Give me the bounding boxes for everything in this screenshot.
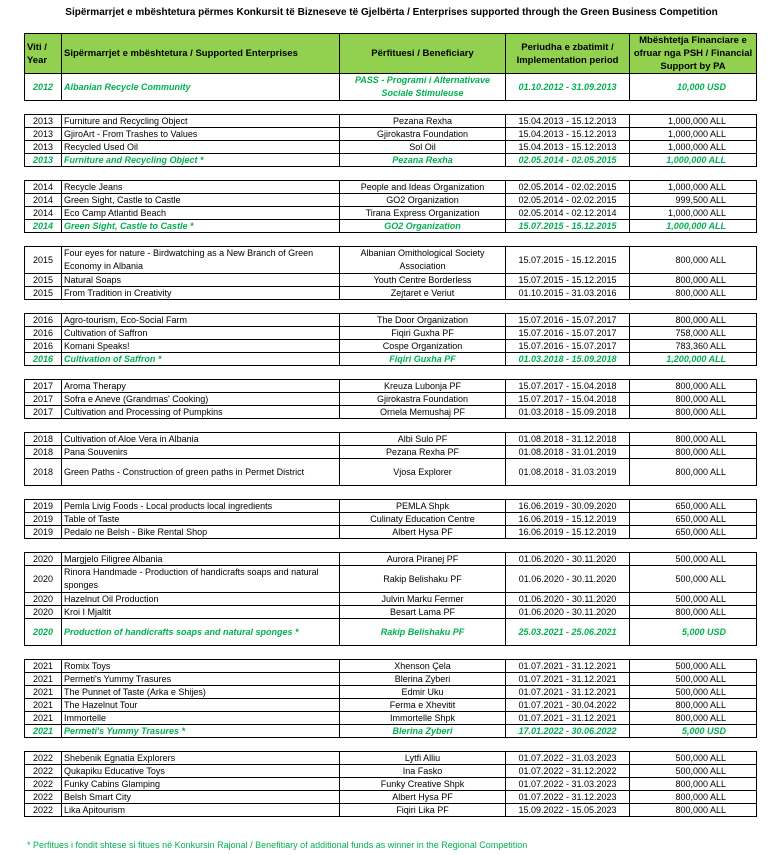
support-cell: 1,000,000 ALL — [630, 141, 757, 154]
spacer-row — [25, 419, 757, 433]
year-cell: 2020 — [25, 619, 62, 646]
enterprise-cell: Margjelo Filigree Albania — [62, 553, 340, 566]
support-cell: 500,000 ALL — [630, 566, 757, 593]
beneficiary-cell: People and Ideas Organization — [340, 181, 506, 194]
beneficiary-cell: Albanian Omithological Society Association — [340, 247, 506, 274]
beneficiary-cell: Aurora Piranej PF — [340, 553, 506, 566]
year-cell: 2013 — [25, 154, 62, 167]
enterprise-cell: Sofra e Aneve (Grandmas' Cooking) — [62, 393, 340, 406]
beneficiary-cell: GO2 Organization — [340, 220, 506, 233]
beneficiary-cell: Besart Lama PF — [340, 606, 506, 619]
table-row — [25, 433, 757, 446]
year-cell: 2016 — [25, 340, 62, 353]
period-cell: 01.08.2018 - 31.12.2018 — [506, 433, 630, 446]
beneficiary-cell: Pezana Rexha — [340, 154, 506, 167]
enterprise-cell: Cultivation of Saffron — [62, 327, 340, 340]
table-body — [25, 74, 757, 817]
table-row — [25, 660, 757, 673]
period-cell: 01.06.2020 - 30.11.2020 — [506, 593, 630, 606]
support-cell: 500,000 ALL — [630, 673, 757, 686]
table-row — [25, 526, 757, 539]
support-cell: 1,000,000 ALL — [630, 220, 757, 233]
support-cell: 800,000 ALL — [630, 699, 757, 712]
table-row — [25, 181, 757, 194]
year-cell: 2021 — [25, 712, 62, 725]
support-cell: 800,000 ALL — [630, 274, 757, 287]
support-cell: 5,000 USD — [630, 619, 757, 646]
header-support: Mbështetja Financiare e ofruar nga PSH / Financial Support by PA — [630, 34, 757, 74]
year-cell: 2019 — [25, 526, 62, 539]
period-cell: 01.07.2022 - 31.12.2023 — [506, 791, 630, 804]
beneficiary-cell: Rakip Belishaku PF — [340, 619, 506, 646]
enterprise-cell: Immortelle — [62, 712, 340, 725]
year-cell: 2018 — [25, 459, 62, 486]
header-enterprise: Sipërmarrjet e mbështetura / Supported Enterprises — [62, 34, 340, 74]
enterprise-cell: Pana Souvenirs — [62, 446, 340, 459]
beneficiary-cell: Ferma e Xhevitit — [340, 699, 506, 712]
beneficiary-cell: Funky Creative Shpk — [340, 778, 506, 791]
table-row — [25, 673, 757, 686]
beneficiary-cell: Vjosa Explorer — [340, 459, 506, 486]
support-cell: 500,000 ALL — [630, 553, 757, 566]
enterprise-cell: Furniture and Recycling Object * — [62, 154, 340, 167]
period-cell: 17.01.2022 - 30.06.2022 — [506, 725, 630, 738]
beneficiary-cell: Immortelle Shpk — [340, 712, 506, 725]
period-cell: 15.07.2016 - 15.07.2017 — [506, 327, 630, 340]
enterprise-cell: Permeti's Yummy Trasures * — [62, 725, 340, 738]
period-cell: 01.07.2022 - 31.03.2023 — [506, 778, 630, 791]
support-cell: 500,000 ALL — [630, 686, 757, 699]
enterprise-cell: Pemla Livig Foods - Local products local ingredients — [62, 500, 340, 513]
beneficiary-cell: Pezana Rexha PF — [340, 446, 506, 459]
beneficiary-cell: Zejtaret e Veriut — [340, 287, 506, 300]
support-cell: 500,000 ALL — [630, 752, 757, 765]
spacer-cell — [25, 646, 757, 660]
support-cell: 800,000 ALL — [630, 606, 757, 619]
enterprise-cell: Furniture and Recycling Object — [62, 115, 340, 128]
period-cell: 02.05.2014 - 02.02.2015 — [506, 194, 630, 207]
regional-winner-row — [25, 220, 757, 233]
year-cell: 2015 — [25, 247, 62, 274]
support-cell: 650,000 ALL — [630, 513, 757, 526]
spacer-row — [25, 366, 757, 380]
enterprise-cell: Cultivation of Aloe Vera in Albania — [62, 433, 340, 446]
table-row — [25, 513, 757, 526]
spacer-cell — [25, 101, 757, 115]
period-cell: 15.07.2015 - 15.12.2015 — [506, 247, 630, 274]
spacer-cell — [25, 419, 757, 433]
table-row — [25, 274, 757, 287]
spacer-row — [25, 738, 757, 752]
enterprise-cell: Agro-tourism, Eco-Social Farm — [62, 314, 340, 327]
beneficiary-cell: Gjirokastra Foundation — [340, 393, 506, 406]
period-cell: 15.04.2013 - 15.12.2013 — [506, 115, 630, 128]
period-cell: 01.06.2020 - 30.11.2020 — [506, 606, 630, 619]
support-cell: 800,000 ALL — [630, 791, 757, 804]
beneficiary-cell: Gjirokastra Foundation — [340, 128, 506, 141]
year-cell: 2016 — [25, 353, 62, 366]
spacer-row — [25, 101, 757, 115]
period-cell: 01.07.2021 - 31.12.2021 — [506, 673, 630, 686]
table-row — [25, 207, 757, 220]
enterprise-cell: The Punnet of Taste (Arka e Shijes) — [62, 686, 340, 699]
enterprise-cell: Romix Toys — [62, 660, 340, 673]
table-row — [25, 606, 757, 619]
period-cell: 01.07.2022 - 31.03.2023 — [506, 752, 630, 765]
period-cell: 15.04.2013 - 15.12.2013 — [506, 128, 630, 141]
year-cell: 2014 — [25, 220, 62, 233]
support-cell: 500,000 ALL — [630, 660, 757, 673]
year-cell: 2020 — [25, 593, 62, 606]
year-cell: 2022 — [25, 752, 62, 765]
support-cell: 500,000 ALL — [630, 765, 757, 778]
enterprise-cell: Four eyes for nature - Birdwatching as a New Branch of Green Economy in Albania — [62, 247, 340, 274]
enterprise-cell: Cultivation and Processing of Pumpkins — [62, 406, 340, 419]
year-cell: 2022 — [25, 791, 62, 804]
enterprise-cell: Recycle Jeans — [62, 181, 340, 194]
enterprise-cell: Permeti's Yummy Trasures — [62, 673, 340, 686]
header-year: Viti / Year — [25, 34, 62, 74]
support-cell: 1,000,000 ALL — [630, 115, 757, 128]
spacer-cell — [25, 233, 757, 247]
period-cell: 16.06.2019 - 30.09.2020 — [506, 500, 630, 513]
period-cell: 01.07.2021 - 31.12.2021 — [506, 660, 630, 673]
beneficiary-cell: Kreuza Lubonja PF — [340, 380, 506, 393]
support-cell: 1,000,000 ALL — [630, 128, 757, 141]
spacer-cell — [25, 167, 757, 181]
enterprise-cell: Lika Apitourism — [62, 804, 340, 817]
period-cell: 01.08.2018 - 31.01.2019 — [506, 446, 630, 459]
enterprise-cell: Funky Cabins Glamping — [62, 778, 340, 791]
spacer-row — [25, 539, 757, 553]
enterprise-cell: Kroi I Mjaltit — [62, 606, 340, 619]
support-cell: 800,000 ALL — [630, 287, 757, 300]
table-row — [25, 459, 757, 486]
table-row — [25, 500, 757, 513]
beneficiary-cell: Xhenson Çela — [340, 660, 506, 673]
enterprises-table — [24, 33, 757, 817]
beneficiary-cell: GO2 Organization — [340, 194, 506, 207]
enterprise-cell: Komani Speaks! — [62, 340, 340, 353]
enterprise-cell: Qukapiku Educative Toys — [62, 765, 340, 778]
beneficiary-cell: Fiqiri Lika PF — [340, 804, 506, 817]
header-period: Periudha e zbatimit / Implementation period — [506, 34, 630, 74]
enterprise-cell: Natural Soaps — [62, 274, 340, 287]
beneficiary-cell: Cospe Organization — [340, 340, 506, 353]
table-row — [25, 752, 757, 765]
year-cell: 2018 — [25, 433, 62, 446]
table-row — [25, 446, 757, 459]
enterprise-cell: Green Paths - Construction of green paths in Permet District — [62, 459, 340, 486]
support-cell: 800,000 ALL — [630, 446, 757, 459]
year-cell: 2020 — [25, 553, 62, 566]
period-cell: 01.03.2018 - 15.09.2018 — [506, 406, 630, 419]
beneficiary-cell: Albert Hysa PF — [340, 526, 506, 539]
spacer-row — [25, 167, 757, 181]
support-cell: 800,000 ALL — [630, 804, 757, 817]
year-cell: 2015 — [25, 287, 62, 300]
spacer-row — [25, 646, 757, 660]
period-cell: 15.07.2017 - 15.04.2018 — [506, 380, 630, 393]
period-cell: 01.03.2018 - 15.09.2018 — [506, 353, 630, 366]
support-cell: 650,000 ALL — [630, 526, 757, 539]
support-cell: 1,200,000 ALL — [630, 353, 757, 366]
period-cell: 15.07.2017 - 15.04.2018 — [506, 393, 630, 406]
enterprise-cell: Hazelnut Oil Production — [62, 593, 340, 606]
page-title: Sipërmarrjet e mbështetura përmes Konkursit të Bizneseve të Gjelbërta / Enterprises supported through the Green Business Competition — [65, 7, 718, 18]
year-cell: 2013 — [25, 128, 62, 141]
support-cell: 758,000 ALL — [630, 327, 757, 340]
beneficiary-cell: Pezana Rexha — [340, 115, 506, 128]
enterprise-cell: Pedalo ne Belsh - Bike Rental Shop — [62, 526, 340, 539]
support-cell: 1,000,000 ALL — [630, 181, 757, 194]
beneficiary-cell: Youth Centre Borderless — [340, 274, 506, 287]
beneficiary-cell: Fiqiri Guxha PF — [340, 353, 506, 366]
period-cell: 15.04.2013 - 15.12.2013 — [506, 141, 630, 154]
year-cell: 2020 — [25, 606, 62, 619]
beneficiary-cell: Rakip Belishaku PF — [340, 566, 506, 593]
spacer-cell — [25, 486, 757, 500]
enterprise-cell: Aroma Therapy — [62, 380, 340, 393]
year-cell: 2017 — [25, 393, 62, 406]
beneficiary-cell: PASS - Programi i Alternativave Sociale Stimuleuse — [340, 74, 506, 101]
support-cell: 500,000 ALL — [630, 593, 757, 606]
beneficiary-cell: Blerina Zyberi — [340, 725, 506, 738]
spacer-cell — [25, 738, 757, 752]
period-cell: 16.06.2019 - 15.12.2019 — [506, 513, 630, 526]
regional-winner-row — [25, 74, 757, 101]
beneficiary-cell: Albi Sulo PF — [340, 433, 506, 446]
enterprise-cell: Rinora Handmade - Production of handicrafts soaps and natural sponges — [62, 566, 340, 593]
enterprise-cell: Table of Taste — [62, 513, 340, 526]
support-cell: 800,000 ALL — [630, 247, 757, 274]
table-row — [25, 128, 757, 141]
table-row — [25, 699, 757, 712]
beneficiary-cell: Sol Oil — [340, 141, 506, 154]
year-cell: 2016 — [25, 314, 62, 327]
year-cell: 2016 — [25, 327, 62, 340]
year-cell: 2014 — [25, 181, 62, 194]
table-row — [25, 791, 757, 804]
period-cell: 15.07.2015 - 15.12.2015 — [506, 274, 630, 287]
period-cell: 15.09.2022 - 15.05.2023 — [506, 804, 630, 817]
beneficiary-cell: Culinaty Education Centre — [340, 513, 506, 526]
regional-winner-row — [25, 725, 757, 738]
table-row — [25, 406, 757, 419]
beneficiary-cell: Albert Hysa PF — [340, 791, 506, 804]
period-cell: 02.05.2014 - 02.05.2015 — [506, 154, 630, 167]
year-cell: 2017 — [25, 406, 62, 419]
year-cell: 2021 — [25, 699, 62, 712]
enterprise-cell: Eco Camp Atlantid Beach — [62, 207, 340, 220]
support-cell: 800,000 ALL — [630, 314, 757, 327]
support-cell: 10,000 USD — [630, 74, 757, 101]
year-cell: 2014 — [25, 194, 62, 207]
header-beneficiary: Përfituesi / Beneficiary — [340, 34, 506, 74]
period-cell: 01.07.2021 - 31.12.2021 — [506, 686, 630, 699]
period-cell: 01.07.2021 - 31.12.2021 — [506, 712, 630, 725]
support-cell: 5,000 USD — [630, 725, 757, 738]
enterprise-cell: Belsh Smart City — [62, 791, 340, 804]
period-cell: 01.06.2020 - 30.11.2020 — [506, 566, 630, 593]
year-cell: 2022 — [25, 778, 62, 791]
support-cell: 783,360 ALL — [630, 340, 757, 353]
support-cell: 999,500 ALL — [630, 194, 757, 207]
support-cell: 800,000 ALL — [630, 712, 757, 725]
enterprise-cell: GjiroArt - From Trashes to Values — [62, 128, 340, 141]
table-row — [25, 340, 757, 353]
table-row — [25, 553, 757, 566]
year-cell: 2022 — [25, 804, 62, 817]
enterprise-cell: The Hazelnut Tour — [62, 699, 340, 712]
enterprise-cell: Production of handicrafts soaps and natural sponges * — [62, 619, 340, 646]
table-row — [25, 712, 757, 725]
spacer-cell — [25, 300, 757, 314]
beneficiary-cell: Ornela Memushaj PF — [340, 406, 506, 419]
year-cell: 2013 — [25, 141, 62, 154]
table-row — [25, 778, 757, 791]
spacer-row — [25, 233, 757, 247]
period-cell: 01.07.2022 - 31.12.2022 — [506, 765, 630, 778]
enterprise-cell: From Tradition in Creativity — [62, 287, 340, 300]
spacer-row — [25, 486, 757, 500]
year-cell: 2014 — [25, 207, 62, 220]
year-cell: 2013 — [25, 115, 62, 128]
enterprise-cell: Green Sight, Castle to Castle * — [62, 220, 340, 233]
period-cell: 15.07.2015 - 15.12.2015 — [506, 220, 630, 233]
year-cell: 2019 — [25, 513, 62, 526]
period-cell: 15.07.2016 - 15.07.2017 — [506, 340, 630, 353]
beneficiary-cell: Fiqiri Guxha PF — [340, 327, 506, 340]
period-cell: 01.07.2021 - 30.04.2022 — [506, 699, 630, 712]
support-cell: 800,000 ALL — [630, 406, 757, 419]
support-cell: 650,000 ALL — [630, 500, 757, 513]
enterprise-cell: Cultivation of Saffron * — [62, 353, 340, 366]
period-cell: 01.10.2012 - 31.09.2013 — [506, 74, 630, 101]
year-cell: 2021 — [25, 686, 62, 699]
header-row — [25, 34, 757, 74]
period-cell: 01.08.2018 - 31.03.2019 — [506, 459, 630, 486]
year-cell: 2020 — [25, 566, 62, 593]
table-row — [25, 393, 757, 406]
table-row — [25, 141, 757, 154]
regional-winner-row — [25, 619, 757, 646]
support-cell: 800,000 ALL — [630, 778, 757, 791]
period-cell: 15.07.2016 - 15.07.2017 — [506, 314, 630, 327]
support-cell: 1,000,000 ALL — [630, 207, 757, 220]
beneficiary-cell: Lytfi Alliu — [340, 752, 506, 765]
year-cell: 2021 — [25, 673, 62, 686]
period-cell: 02.05.2014 - 02.02.2015 — [506, 181, 630, 194]
table-row — [25, 327, 757, 340]
table-row — [25, 765, 757, 778]
beneficiary-cell: Julvin Marku Fermer — [340, 593, 506, 606]
beneficiary-cell: PEMLA Shpk — [340, 500, 506, 513]
beneficiary-cell: Edmir Uku — [340, 686, 506, 699]
support-cell: 1,000,000 ALL — [630, 154, 757, 167]
spacer-cell — [25, 366, 757, 380]
year-cell: 2012 — [25, 74, 62, 101]
beneficiary-cell: The Door Organization — [340, 314, 506, 327]
table-row — [25, 247, 757, 274]
year-cell: 2017 — [25, 380, 62, 393]
spacer-row — [25, 300, 757, 314]
table-row — [25, 593, 757, 606]
support-cell: 800,000 ALL — [630, 380, 757, 393]
period-cell: 16.06.2019 - 15.12.2019 — [506, 526, 630, 539]
beneficiary-cell: Ina Fasko — [340, 765, 506, 778]
footnote: * Perfitues i fondit shtese si fitues në Konkursin Rajonal / Benefitiary of additional funds as winner in the Regional Competition — [27, 840, 528, 850]
year-cell: 2015 — [25, 274, 62, 287]
table-row — [25, 287, 757, 300]
year-cell: 2021 — [25, 660, 62, 673]
table-row — [25, 314, 757, 327]
beneficiary-cell: Blerina Zyberi — [340, 673, 506, 686]
year-cell: 2019 — [25, 500, 62, 513]
table-row — [25, 115, 757, 128]
year-cell: 2018 — [25, 446, 62, 459]
table-row — [25, 686, 757, 699]
enterprise-cell: Albanian Recycle Community — [62, 74, 340, 101]
period-cell: 25.03.2021 - 25.06.2021 — [506, 619, 630, 646]
support-cell: 800,000 ALL — [630, 459, 757, 486]
table-row — [25, 380, 757, 393]
year-cell: 2022 — [25, 765, 62, 778]
table-row — [25, 194, 757, 207]
enterprise-cell: Green Sight, Castle to Castle — [62, 194, 340, 207]
period-cell: 02.05.2014 - 02.12.2014 — [506, 207, 630, 220]
regional-winner-row — [25, 154, 757, 167]
year-cell: 2021 — [25, 725, 62, 738]
regional-winner-row — [25, 353, 757, 366]
table-row — [25, 804, 757, 817]
spacer-cell — [25, 539, 757, 553]
period-cell: 01.10.2015 - 31.03.2016 — [506, 287, 630, 300]
support-cell: 800,000 ALL — [630, 433, 757, 446]
beneficiary-cell: Tirana Express Organization — [340, 207, 506, 220]
period-cell: 01.06.2020 - 30.11.2020 — [506, 553, 630, 566]
support-cell: 800,000 ALL — [630, 393, 757, 406]
table-row — [25, 566, 757, 593]
enterprise-cell: Shebenik Egnatia Explorers — [62, 752, 340, 765]
enterprise-cell: Recycled Used Oil — [62, 141, 340, 154]
